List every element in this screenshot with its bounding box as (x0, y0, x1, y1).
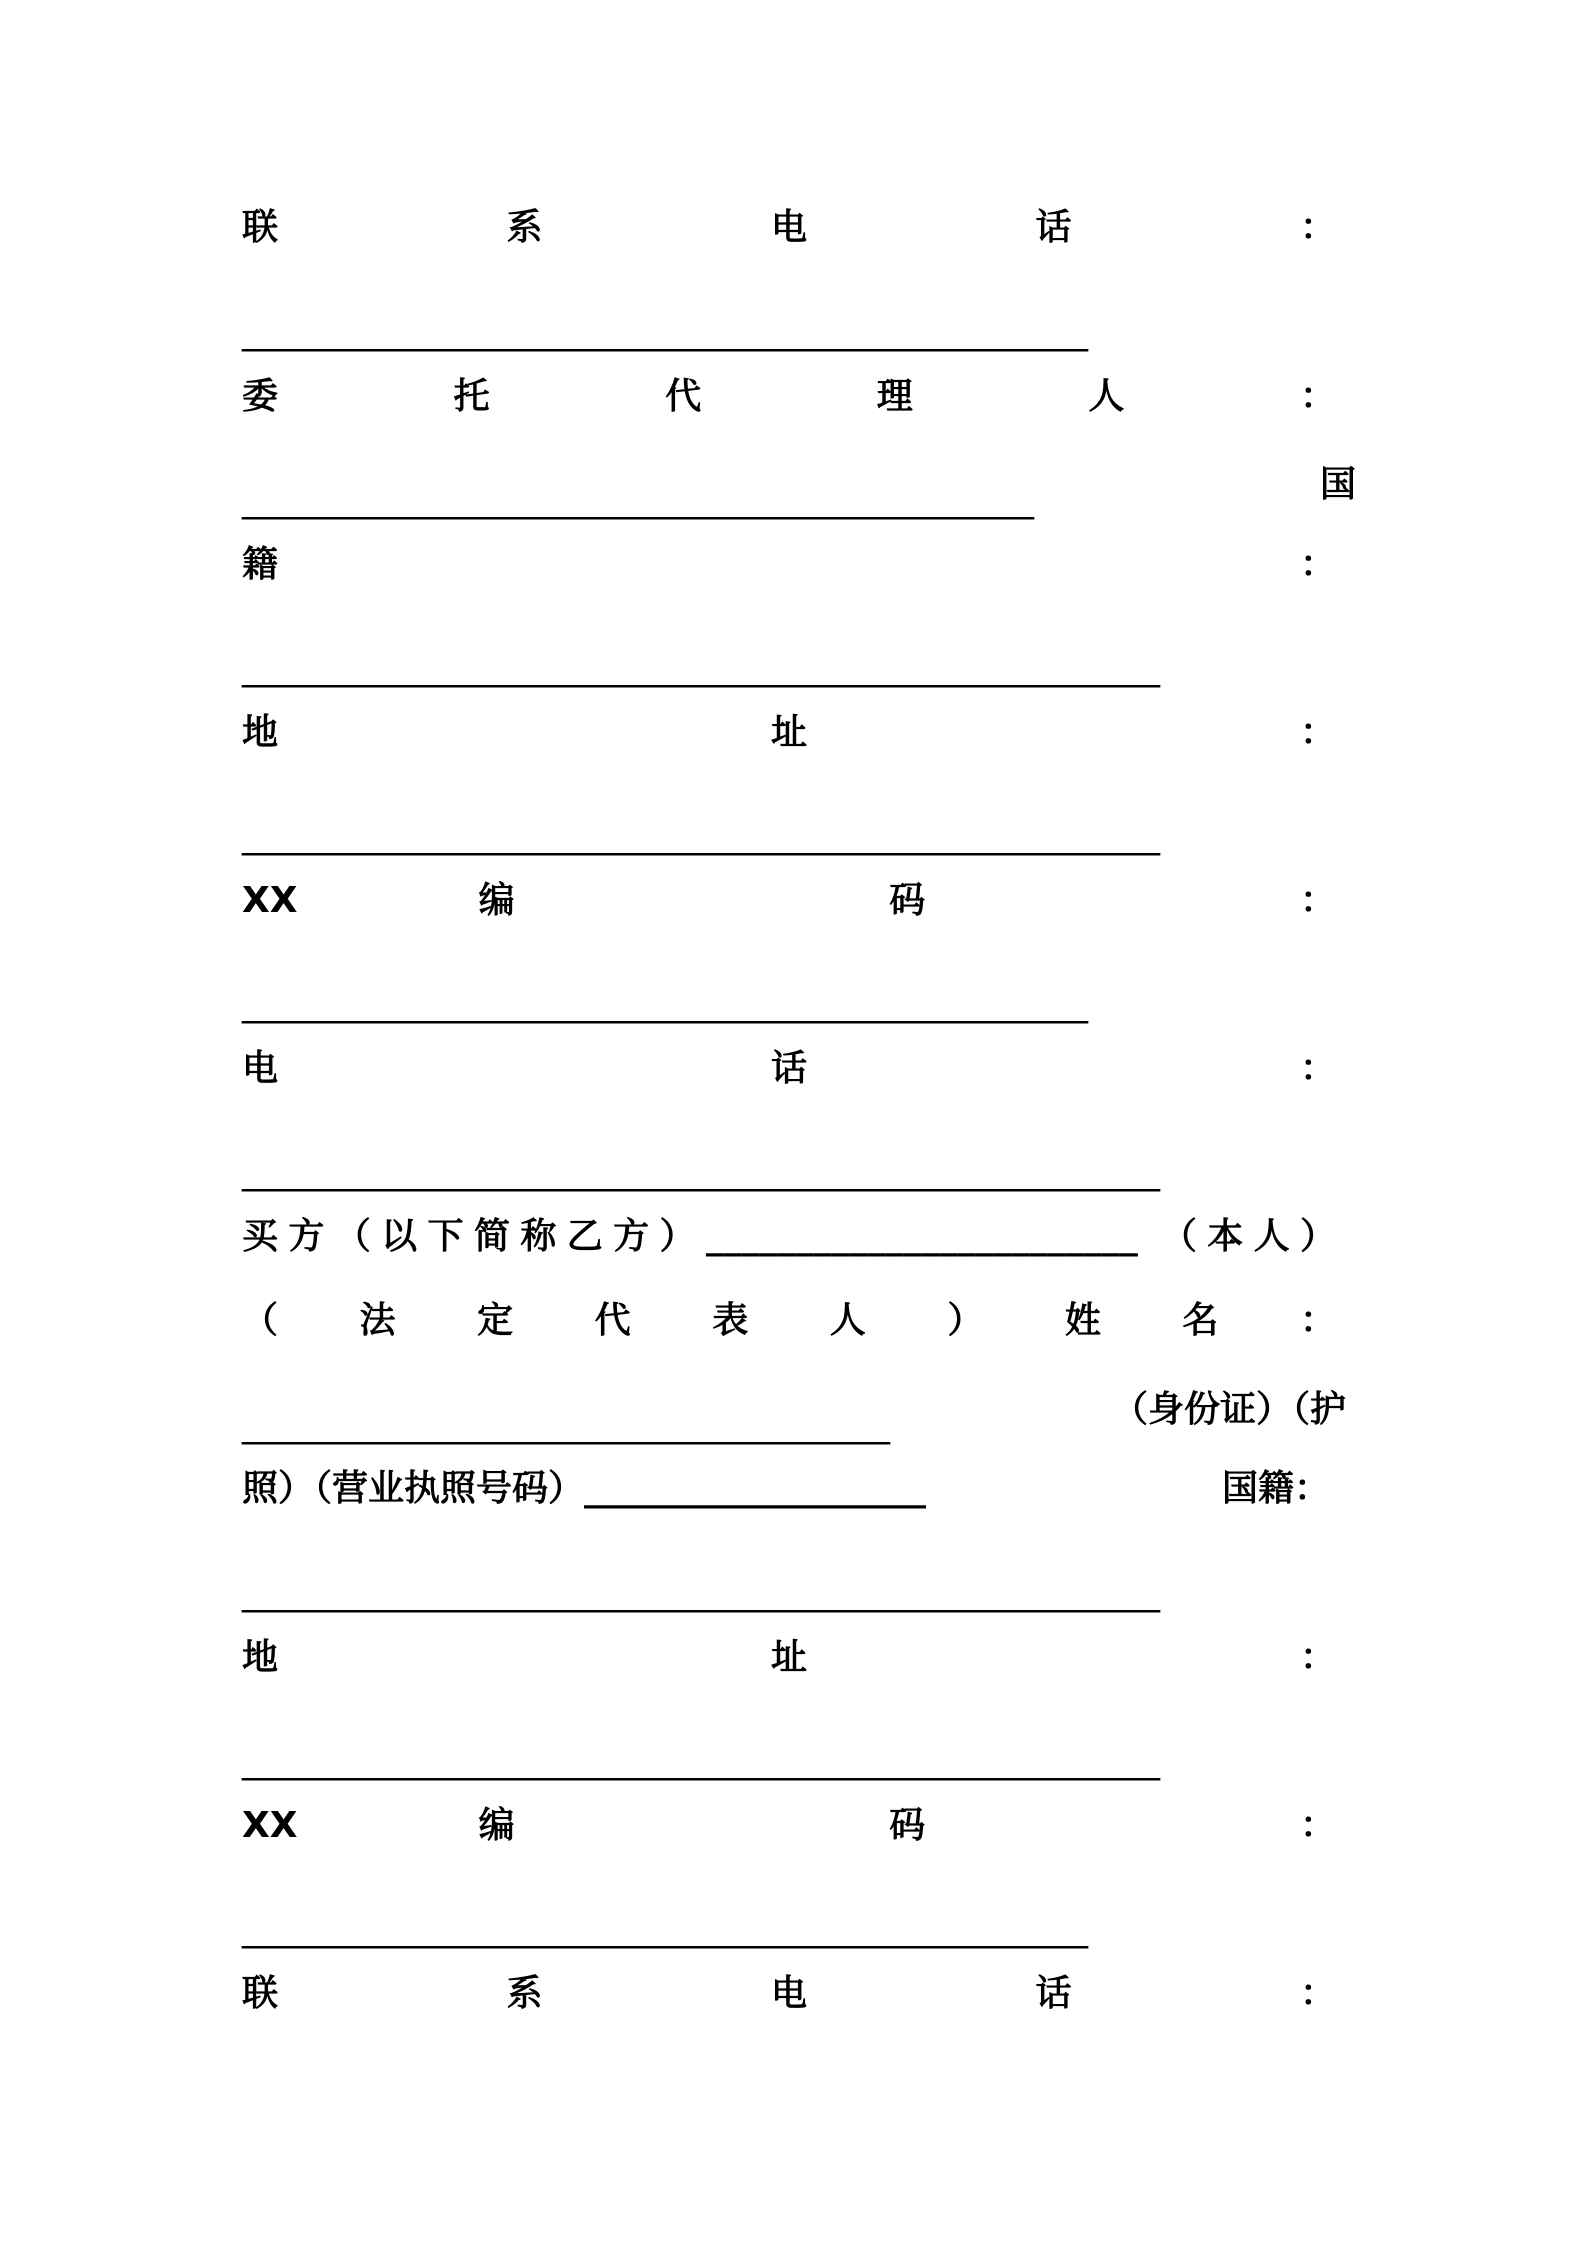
blank-line: ____________________________________ (242, 1404, 890, 1445)
blank-line: _______________________________________________ (242, 311, 1088, 352)
label-legal-rep-name: （ 法 定 代 表 人 ） 姓 名 ： (242, 1300, 1336, 1341)
label-postcode: XX编 码 ： (242, 1805, 1336, 1846)
label-nationality: 国籍： (1222, 1468, 1331, 1509)
label-buyer: 买方（以下简称乙方）________________________ （本人） (242, 1216, 1336, 1257)
label-phone: 电 话 ： (242, 1048, 1336, 1089)
blank-line: ___________________________________________________ (242, 647, 1160, 688)
blank-line: ___________________________________________________ (242, 1151, 1160, 1192)
blank-line: _______________________________________________ (242, 1908, 1088, 1949)
label-address: 地 址 ： (242, 712, 1336, 753)
label-agent: 委 托 代 理 人 ： (242, 376, 1336, 417)
blank-line: _______________________________________________ (242, 983, 1088, 1024)
label-postcode: XX编 码 ： (242, 880, 1336, 921)
label-nationality-start: 国 (1320, 464, 1357, 505)
blank-line: ___________________________________________________ (242, 1572, 1160, 1613)
label-id-card-passport: （身份证）（护 (1112, 1389, 1347, 1430)
blank-line: ___________________________________________________ (242, 1740, 1160, 1781)
label-nationality-end: 籍 ： (242, 544, 1336, 585)
label-business-license: 照）（营业执照号码）___________________ (242, 1468, 927, 1509)
label-contact-phone: 联 系 电 话 ： (242, 1973, 1336, 2014)
blank-line: ____________________________________________ (242, 479, 1034, 520)
label-contact-phone: 联 系 电 话 ： (242, 207, 1336, 248)
blank-line: ___________________________________________________ (242, 815, 1160, 856)
label-address: 地 址 ： (242, 1637, 1336, 1678)
